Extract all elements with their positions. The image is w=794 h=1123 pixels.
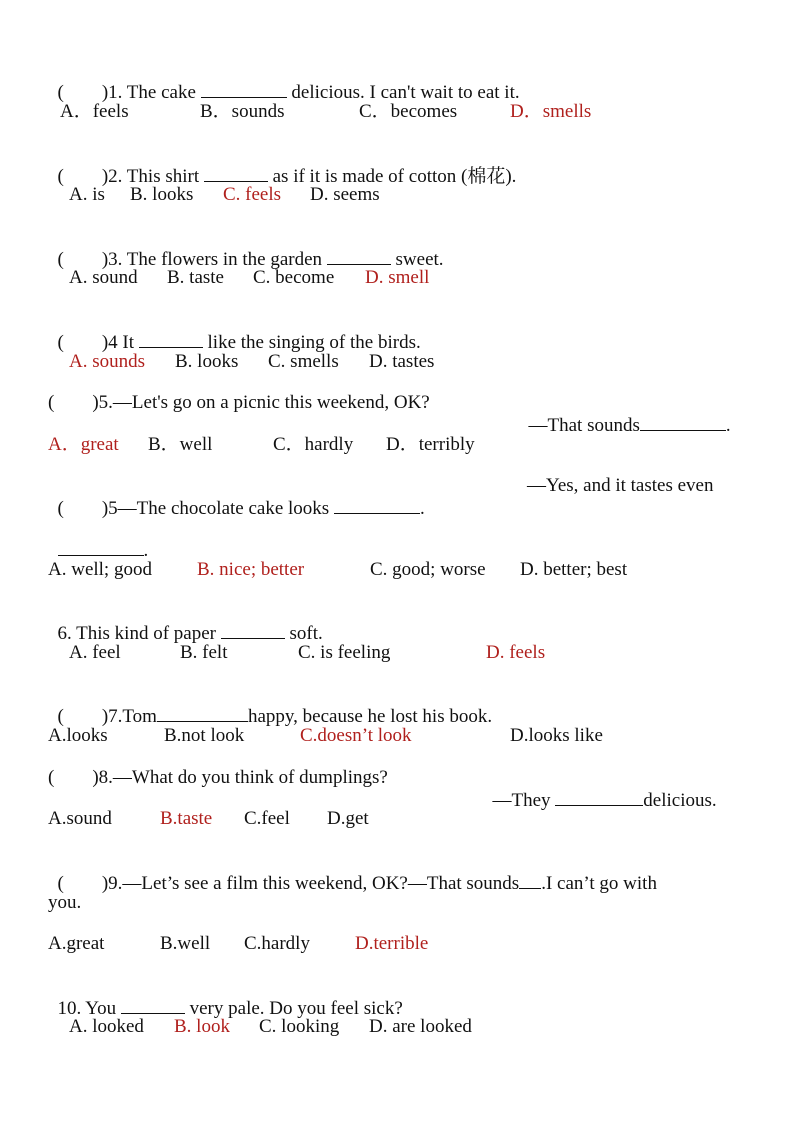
- question-8-stem: ( )8.—What do you think of dumplings?: [48, 767, 388, 788]
- question-4: [48, 309, 421, 354]
- question-2: [48, 143, 516, 188]
- q2-option-c: C. feels: [223, 184, 282, 205]
- q9-option-d: D.terrible: [355, 933, 429, 954]
- q7-option-a: A.looks: [48, 725, 108, 746]
- q5b-option-a: A. well; good: [48, 559, 152, 580]
- q9-option-c: C.hardly: [244, 933, 310, 954]
- question-7: [48, 683, 492, 728]
- answer-blank: [221, 622, 285, 639]
- q6-option-c: C. is feeling: [298, 642, 391, 663]
- q2-option-a: A. is: [69, 184, 105, 205]
- q6-option-a: A. feel: [69, 642, 121, 663]
- q8-option-a: A.sound: [48, 808, 112, 829]
- answer-blank: [640, 414, 726, 431]
- question-6-stem-end: soft.: [284, 623, 323, 644]
- q6-option-d: D. feels: [486, 642, 546, 663]
- q9-option-a: A.great: [48, 933, 105, 954]
- q6-option-b: B. felt: [180, 642, 228, 663]
- q3-option-b: B. taste: [167, 267, 224, 288]
- q8-option-c: C.feel: [244, 808, 290, 829]
- q10-option-a: A. looked: [69, 1016, 144, 1037]
- question-5b-stem: ( )5—The chocolate cake looks: [57, 498, 334, 519]
- question-4-stem-end: like the singing of the birds.: [202, 332, 421, 353]
- question-5-stem: ( )5.—Let's go on a picnic this weekend, OK?: [48, 392, 430, 413]
- question-9-line2: you.: [48, 892, 82, 913]
- reply-text: —They: [492, 790, 556, 811]
- question-3-stem-end: sweet.: [390, 249, 444, 270]
- question-9-stem-end: .I can’t go with: [541, 873, 657, 894]
- question-5-reply: [519, 392, 731, 437]
- question-3: [48, 226, 444, 271]
- q9-option-b: B.well: [160, 933, 211, 954]
- question-9-stem: ( )9.—Let’s see a film this weekend, OK?—That sounds: [57, 873, 520, 894]
- question-1: [48, 59, 520, 104]
- question-7-stem: ( )7.Tom: [57, 706, 157, 727]
- q4-option-c: C. smells: [268, 351, 339, 372]
- q7-option-c: C.doesn’t look: [300, 725, 412, 746]
- line2-end: .: [143, 540, 149, 561]
- question-2-stem: ( )2. This shirt: [57, 166, 204, 187]
- question-3-stem: ( )3. The flowers in the garden: [57, 249, 327, 270]
- answer-blank: [204, 165, 268, 182]
- answer-blank: [201, 81, 287, 98]
- q7-option-b: B.not look: [164, 725, 245, 746]
- q5b-option-c: C. good; worse: [370, 559, 486, 580]
- q2-option-b: B. looks: [130, 184, 194, 205]
- answer-blank: [555, 789, 643, 806]
- question-5b-line2: [48, 517, 148, 562]
- q5-option-c: C．hardly: [273, 434, 354, 455]
- question-6: [48, 600, 323, 645]
- q3-option-a: A. sound: [69, 267, 138, 288]
- q10-option-c: C. looking: [259, 1016, 340, 1037]
- q5b-option-d: D. better; best: [520, 559, 628, 580]
- answer-blank: [519, 872, 541, 889]
- q1-option-c: C．becomes: [359, 101, 458, 122]
- q1-option-b: B．sounds: [200, 101, 285, 122]
- reply-end: .: [725, 415, 731, 436]
- answer-blank: [139, 331, 203, 348]
- q2-option-d: D. seems: [310, 184, 380, 205]
- question-10: [48, 975, 403, 1020]
- question-1-stem: ( )1. The cake: [57, 82, 201, 103]
- reply-text: —That sounds: [528, 415, 640, 436]
- q4-option-d: D. tastes: [369, 351, 435, 372]
- q10-option-b: B. look: [174, 1016, 230, 1037]
- question-8-reply: [483, 767, 717, 812]
- question-5b-reply: —Yes, and it tastes even: [527, 475, 714, 496]
- q8-option-d: D.get: [327, 808, 369, 829]
- question-7-stem-end: happy, because he lost his book.: [247, 706, 493, 727]
- q5-option-a: A．great: [48, 434, 119, 455]
- q3-option-c: C. become: [253, 267, 335, 288]
- question-6-stem: 6. This kind of paper: [57, 623, 221, 644]
- answer-blank: [157, 705, 248, 722]
- question-1-stem-end: delicious. I can't wait to eat it.: [286, 82, 520, 103]
- answer-blank: [121, 997, 185, 1014]
- question-4-stem: ( )4 It: [57, 332, 139, 353]
- answer-blank: [334, 497, 420, 514]
- q5b-option-b: B. nice; better: [197, 559, 305, 580]
- q1-option-a: A．feels: [60, 101, 129, 122]
- q3-option-d: D. smell: [365, 267, 430, 288]
- answer-blank: [327, 248, 391, 265]
- question-9: [48, 850, 657, 895]
- question-5b: [48, 475, 425, 520]
- question-2-stem-end: as if it is made of cotton (棉花).: [267, 166, 517, 187]
- reply-end: delicious.: [643, 790, 717, 811]
- q4-option-a: A. sounds: [69, 351, 146, 372]
- q5-option-d: D．terribly: [386, 434, 475, 455]
- q10-option-d: D. are looked: [369, 1016, 472, 1037]
- question-10-stem-end: very pale. Do you feel sick?: [184, 998, 403, 1019]
- question-5b-mid: .: [419, 498, 425, 519]
- question-10-stem: 10. You: [57, 998, 121, 1019]
- q5-option-b: B．well: [148, 434, 213, 455]
- q1-option-d: D．smells: [510, 101, 592, 122]
- q8-option-b: B.taste: [160, 808, 213, 829]
- q4-option-b: B. looks: [175, 351, 239, 372]
- answer-blank: [58, 539, 144, 556]
- q7-option-d: D.looks like: [510, 725, 603, 746]
